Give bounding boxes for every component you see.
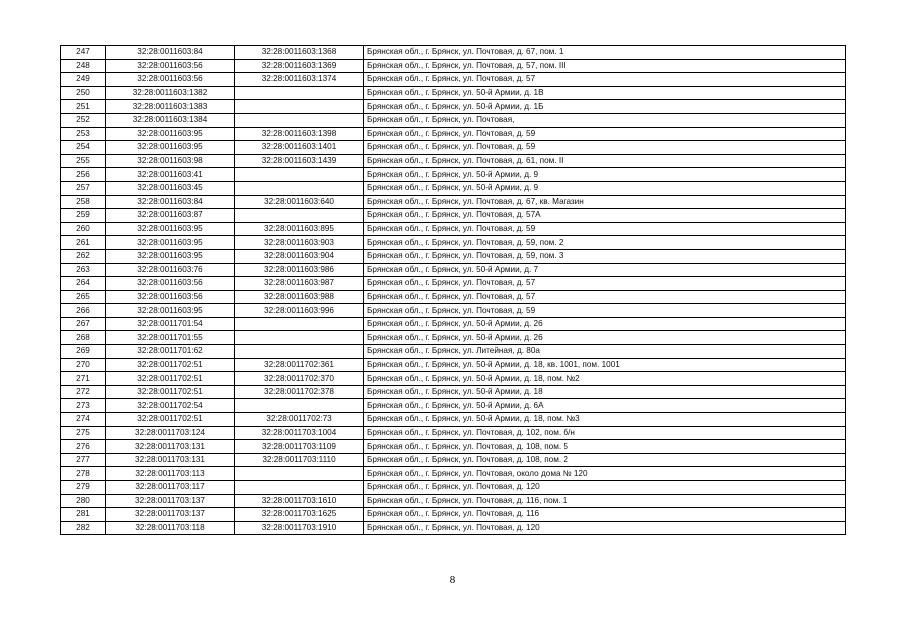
- address-cell: Брянская обл., г. Брянск, ул. Почтовая, д. 57: [364, 290, 846, 304]
- sub-cadastral-number-cell: [235, 86, 364, 100]
- row-number-cell: 249: [61, 73, 106, 87]
- row-number-cell: 251: [61, 100, 106, 114]
- address-cell: Брянская обл., г. Брянск, ул. 50-й Армии, д. 6А: [364, 399, 846, 413]
- row-number-cell: 257: [61, 181, 106, 195]
- table-row: [61, 508, 846, 522]
- cadastral-number-cell: 32:28:0011703:118: [106, 521, 235, 535]
- address-cell: Брянская обл., г. Брянск, ул. Почтовая, д. 59: [364, 222, 846, 236]
- row-number-cell: 268: [61, 331, 106, 345]
- table-row: [61, 467, 846, 481]
- cadastral-number-cell: 32:28:0011603:56: [106, 290, 235, 304]
- cadastral-number-cell: 32:28:0011603:76: [106, 263, 235, 277]
- row-number-cell: 266: [61, 304, 106, 318]
- cadastral-number-cell: 32:28:0011603:56: [106, 59, 235, 73]
- sub-cadastral-number-cell: 32:28:0011603:1439: [235, 154, 364, 168]
- address-cell: Брянская обл., г. Брянск, ул. 50-й Армии, д. 26: [364, 317, 846, 331]
- table-row: [61, 399, 846, 413]
- address-cell: Брянская обл., г. Брянск, ул. Почтовая, д. 57: [364, 73, 846, 87]
- table-row: [61, 481, 846, 495]
- sub-cadastral-number-cell: [235, 181, 364, 195]
- row-number-cell: 248: [61, 59, 106, 73]
- row-number-cell: 280: [61, 494, 106, 508]
- sub-cadastral-number-cell: [235, 467, 364, 481]
- address-cell: Брянская обл., г. Брянск, ул. Почтовая, д. 120: [364, 521, 846, 535]
- table-row: [61, 358, 846, 372]
- address-cell: Брянская обл., г. Брянск, ул. 50-й Армии, д. 26: [364, 331, 846, 345]
- address-cell: Брянская обл., г. Брянск, ул. 50-й Армии, д. 18, пом. №2: [364, 372, 846, 386]
- address-cell: Брянская обл., г. Брянск, ул. Почтовая, д. 102, пом. б/н: [364, 426, 846, 440]
- row-number-cell: 276: [61, 440, 106, 454]
- cadastral-number-cell: 32:28:0011701:62: [106, 345, 235, 359]
- sub-cadastral-number-cell: 32:28:0011703:1004: [235, 426, 364, 440]
- table-row: [61, 521, 846, 535]
- row-number-cell: 252: [61, 113, 106, 127]
- table-row: [61, 453, 846, 467]
- address-cell: Брянская обл., г. Брянск, ул. Почтовая, д. 108, пом. 5: [364, 440, 846, 454]
- cadastral-number-cell: 32:28:0011603:84: [106, 195, 235, 209]
- sub-cadastral-number-cell: 32:28:0011603:640: [235, 195, 364, 209]
- cadastral-number-cell: 32:28:0011603:95: [106, 141, 235, 155]
- address-cell: Брянская обл., г. Брянск, ул. Почтовая, д. 59, пом. 3: [364, 249, 846, 263]
- cadastral-number-cell: 32:28:0011603:56: [106, 73, 235, 87]
- cadastral-number-cell: 32:28:0011703:137: [106, 494, 235, 508]
- sub-cadastral-number-cell: [235, 209, 364, 223]
- table-row: [61, 46, 846, 60]
- table-row: [61, 236, 846, 250]
- row-number-cell: 275: [61, 426, 106, 440]
- property-register-table: [60, 45, 846, 535]
- address-cell: Брянская обл., г. Брянск, ул. 50-й Армии, д. 18, пом. №3: [364, 413, 846, 427]
- table-row: [61, 73, 846, 87]
- cadastral-number-cell: 32:28:0011603:95: [106, 127, 235, 141]
- row-number-cell: 281: [61, 508, 106, 522]
- address-cell: Брянская обл., г. Брянск, ул. Почтовая,: [364, 113, 846, 127]
- table-row: [61, 317, 846, 331]
- sub-cadastral-number-cell: [235, 168, 364, 182]
- sub-cadastral-number-cell: 32:28:0011603:903: [235, 236, 364, 250]
- address-cell: Брянская обл., г. Брянск, ул. Почтовая, д. 116, пом. 1: [364, 494, 846, 508]
- cadastral-number-cell: 32:28:0011603:87: [106, 209, 235, 223]
- address-cell: Брянская обл., г. Брянск, ул. Почтовая, д. 57, пом. III: [364, 59, 846, 73]
- cadastral-number-cell: 32:28:0011702:51: [106, 358, 235, 372]
- row-number-cell: 264: [61, 277, 106, 291]
- address-cell: Брянская обл., г. Брянск, ул. 50-й Армии, д. 18, кв. 1001, пом. 1001: [364, 358, 846, 372]
- table-row: [61, 59, 846, 73]
- row-number-cell: 265: [61, 290, 106, 304]
- cadastral-number-cell: 32:28:0011702:51: [106, 413, 235, 427]
- cadastral-number-cell: 32:28:0011703:131: [106, 453, 235, 467]
- cadastral-number-cell: 32:28:0011603:41: [106, 168, 235, 182]
- row-number-cell: 272: [61, 385, 106, 399]
- table-row: [61, 249, 846, 263]
- address-cell: Брянская обл., г. Брянск, ул. Почтовая, д. 59: [364, 304, 846, 318]
- table-row: [61, 290, 846, 304]
- cadastral-number-cell: 32:28:0011603:56: [106, 277, 235, 291]
- address-cell: Брянская обл., г. Брянск, ул. Почтовая, д. 57: [364, 277, 846, 291]
- row-number-cell: 261: [61, 236, 106, 250]
- cadastral-number-cell: 32:28:0011603:84: [106, 46, 235, 60]
- row-number-cell: 253: [61, 127, 106, 141]
- sub-cadastral-number-cell: 32:28:0011702:361: [235, 358, 364, 372]
- address-cell: Брянская обл., г. Брянск, ул. Почтовая, д. 59: [364, 127, 846, 141]
- sub-cadastral-number-cell: 32:28:0011603:895: [235, 222, 364, 236]
- cadastral-number-cell: 32:28:0011603:95: [106, 222, 235, 236]
- address-cell: Брянская обл., г. Брянск, ул. Почтовая, д. 67, кв. Магазин: [364, 195, 846, 209]
- row-number-cell: 278: [61, 467, 106, 481]
- sub-cadastral-number-cell: [235, 317, 364, 331]
- table-row: [61, 277, 846, 291]
- sub-cadastral-number-cell: [235, 399, 364, 413]
- address-cell: Брянская обл., г. Брянск, ул. Почтовая, д. 59, пом. 2: [364, 236, 846, 250]
- table-row: [61, 413, 846, 427]
- address-cell: Брянская обл., г. Брянск, ул. Почтовая, д. 59: [364, 141, 846, 155]
- cadastral-number-cell: 32:28:0011703:131: [106, 440, 235, 454]
- sub-cadastral-number-cell: [235, 113, 364, 127]
- page-number: 8: [449, 574, 456, 586]
- cadastral-number-cell: 32:28:0011703:113: [106, 467, 235, 481]
- sub-cadastral-number-cell: 32:28:0011603:986: [235, 263, 364, 277]
- table-row: [61, 494, 846, 508]
- table-body: [61, 46, 846, 535]
- sub-cadastral-number-cell: 32:28:0011603:1368: [235, 46, 364, 60]
- table-row: [61, 195, 846, 209]
- table-row: [61, 86, 846, 100]
- row-number-cell: 269: [61, 345, 106, 359]
- address-cell: Брянская обл., г. Брянск, ул. 50-й Армии, д. 1В: [364, 86, 846, 100]
- sub-cadastral-number-cell: 32:28:0011603:904: [235, 249, 364, 263]
- cadastral-number-cell: 32:28:0011603:95: [106, 304, 235, 318]
- table-row: [61, 440, 846, 454]
- row-number-cell: 277: [61, 453, 106, 467]
- sub-cadastral-number-cell: 32:28:0011603:987: [235, 277, 364, 291]
- table-row: [61, 222, 846, 236]
- address-cell: Брянская обл., г. Брянск, ул. Почтовая, около дома № 120: [364, 467, 846, 481]
- row-number-cell: 279: [61, 481, 106, 495]
- table-row: [61, 113, 846, 127]
- cadastral-number-cell: 32:28:0011603:1384: [106, 113, 235, 127]
- sub-cadastral-number-cell: 32:28:0011702:370: [235, 372, 364, 386]
- table-row: [61, 263, 846, 277]
- cadastral-number-cell: 32:28:0011603:95: [106, 249, 235, 263]
- sub-cadastral-number-cell: [235, 331, 364, 345]
- row-number-cell: 274: [61, 413, 106, 427]
- sub-cadastral-number-cell: [235, 481, 364, 495]
- cadastral-number-cell: 32:28:0011702:51: [106, 385, 235, 399]
- row-number-cell: 282: [61, 521, 106, 535]
- table-row: [61, 100, 846, 114]
- sub-cadastral-number-cell: 32:28:0011702:73: [235, 413, 364, 427]
- row-number-cell: 254: [61, 141, 106, 155]
- row-number-cell: 256: [61, 168, 106, 182]
- sub-cadastral-number-cell: 32:28:0011603:988: [235, 290, 364, 304]
- cadastral-number-cell: 32:28:0011703:137: [106, 508, 235, 522]
- sub-cadastral-number-cell: 32:28:0011703:1625: [235, 508, 364, 522]
- table-row: [61, 372, 846, 386]
- sub-cadastral-number-cell: 32:28:0011703:1109: [235, 440, 364, 454]
- sub-cadastral-number-cell: 32:28:0011702:378: [235, 385, 364, 399]
- table-row: [61, 127, 846, 141]
- sub-cadastral-number-cell: 32:28:0011703:1110: [235, 453, 364, 467]
- table-row: [61, 345, 846, 359]
- table-row: [61, 141, 846, 155]
- table-row: [61, 209, 846, 223]
- table-row: [61, 168, 846, 182]
- table-row: [61, 304, 846, 318]
- sub-cadastral-number-cell: 32:28:0011603:996: [235, 304, 364, 318]
- address-cell: Брянская обл., г. Брянск, ул. 50-й Армии, д. 18: [364, 385, 846, 399]
- sub-cadastral-number-cell: [235, 100, 364, 114]
- table-row: [61, 426, 846, 440]
- sub-cadastral-number-cell: 32:28:0011603:1401: [235, 141, 364, 155]
- address-cell: Брянская обл., г. Брянск, ул. Почтовая, д. 120: [364, 481, 846, 495]
- sub-cadastral-number-cell: 32:28:0011603:1374: [235, 73, 364, 87]
- cadastral-number-cell: 32:28:0011603:1383: [106, 100, 235, 114]
- cadastral-number-cell: 32:28:0011701:54: [106, 317, 235, 331]
- row-number-cell: 255: [61, 154, 106, 168]
- address-cell: Брянская обл., г. Брянск, ул. Почтовая, д. 61, пом. II: [364, 154, 846, 168]
- sub-cadastral-number-cell: 32:28:0011603:1369: [235, 59, 364, 73]
- address-cell: Брянская обл., г. Брянск, ул. 50-й Армии, д. 1Б: [364, 100, 846, 114]
- cadastral-number-cell: 32:28:0011603:95: [106, 236, 235, 250]
- row-number-cell: 258: [61, 195, 106, 209]
- row-number-cell: 263: [61, 263, 106, 277]
- row-number-cell: 273: [61, 399, 106, 413]
- table-row: [61, 385, 846, 399]
- cadastral-number-cell: 32:28:0011702:51: [106, 372, 235, 386]
- row-number-cell: 270: [61, 358, 106, 372]
- cadastral-number-cell: 32:28:0011603:1382: [106, 86, 235, 100]
- row-number-cell: 262: [61, 249, 106, 263]
- sub-cadastral-number-cell: [235, 345, 364, 359]
- address-cell: Брянская обл., г. Брянск, ул. Почтовая, д. 108, пом. 2: [364, 453, 846, 467]
- sub-cadastral-number-cell: 32:28:0011703:1610: [235, 494, 364, 508]
- row-number-cell: 271: [61, 372, 106, 386]
- cadastral-number-cell: 32:28:0011702:54: [106, 399, 235, 413]
- address-cell: Брянская обл., г. Брянск, ул. Литейная, д. 80а: [364, 345, 846, 359]
- cadastral-number-cell: 32:28:0011703:124: [106, 426, 235, 440]
- address-cell: Брянская обл., г. Брянск, ул. 50-й Армии, д. 9: [364, 168, 846, 182]
- address-cell: Брянская обл., г. Брянск, ул. 50-й Армии, д. 7: [364, 263, 846, 277]
- cadastral-number-cell: 32:28:0011603:45: [106, 181, 235, 195]
- row-number-cell: 260: [61, 222, 106, 236]
- table-row: [61, 331, 846, 345]
- row-number-cell: 267: [61, 317, 106, 331]
- cadastral-number-cell: 32:28:0011701:55: [106, 331, 235, 345]
- row-number-cell: 250: [61, 86, 106, 100]
- row-number-cell: 247: [61, 46, 106, 60]
- sub-cadastral-number-cell: 32:28:0011603:1398: [235, 127, 364, 141]
- address-cell: Брянская обл., г. Брянск, ул. 50-й Армии, д. 9: [364, 181, 846, 195]
- table-row: [61, 181, 846, 195]
- address-cell: Брянская обл., г. Брянск, ул. Почтовая, д. 57А: [364, 209, 846, 223]
- table-row: [61, 154, 846, 168]
- sub-cadastral-number-cell: 32:28:0011703:1910: [235, 521, 364, 535]
- address-cell: Брянская обл., г. Брянск, ул. Почтовая, д. 116: [364, 508, 846, 522]
- address-cell: Брянская обл., г. Брянск, ул. Почтовая, д. 67, пом. 1: [364, 46, 846, 60]
- cadastral-number-cell: 32:28:0011703:117: [106, 481, 235, 495]
- row-number-cell: 259: [61, 209, 106, 223]
- cadastral-number-cell: 32:28:0011603:98: [106, 154, 235, 168]
